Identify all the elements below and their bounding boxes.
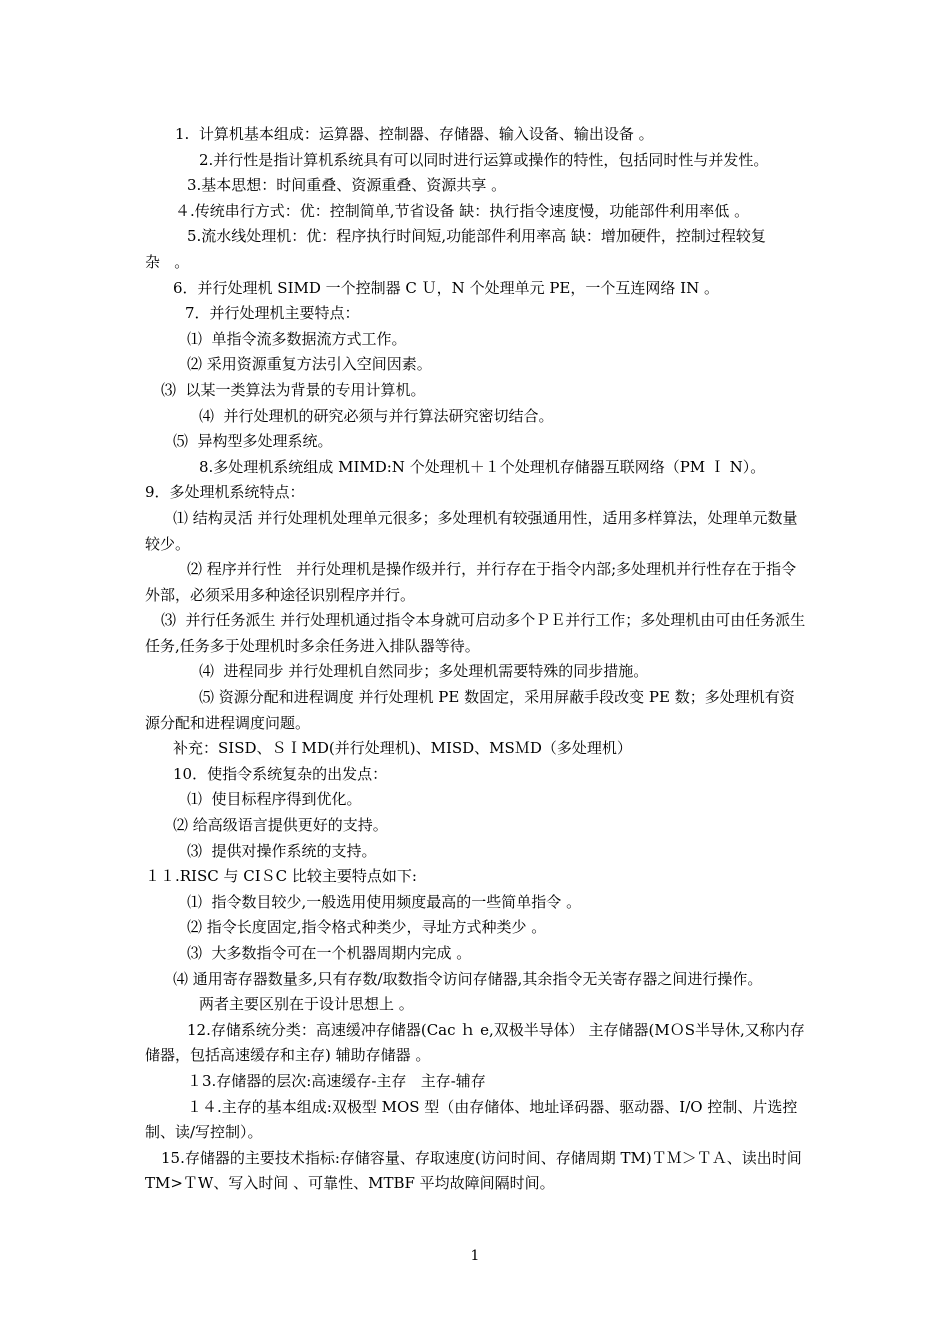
paragraph-27: ⑵ 指令长度固定,指令格式种类少，寻址方式种类少 。 [187,918,547,937]
paragraph-16: ⑵ 程序并行性 并行处理机是操作级并行，并行存在于指令内部;多处理机并行性存在于指令外部，必须采用多种途径识别程序并行。 [145,560,797,604]
page-number: 1 [470,1248,480,1264]
paragraph-17: ⑶ 并行任务派生 并行处理机通过指令本身就可启动多个ＰＥ并行工作；多处理机由可由任务派生任务,任务多于处理机时多余任务进入排队器等待。 [145,611,806,655]
paragraph-23: ⑵ 给高级语言提供更好的支持。 [173,816,388,835]
paragraph-22: ⑴ 使目标程序得到优化。 [187,790,362,809]
paragraph-34: 15.存储器的主要技术指标:存储容量、存取速度(访问时间、存储周期 TM)ＴＭ＞ＴＡ、读出时间 TM>ＴW、写入时间 、可靠性、MTBF 平均故障间隔时间。 [145,1148,802,1193]
paragraph-31: 12.存储系统分类：高速缓冲存储器(Cac ｈ e,双极半导体） 主存储器(MＯS半导休,又称内存储器，包括高速缓存和主存) 辅助存储器 。 [145,1020,805,1065]
paragraph-30: 两者主要区别在于设计思想上 。 [199,995,414,1014]
paragraph-19: ⑸ 资源分配和进程调度 并行处理机 PE 数固定，采用屏蔽手段改变 PE 数；多处理机有资源分配和进程调度问题。 [145,688,795,732]
paragraph-25: １１.RISC 与 CIＳC 比较主要特点如下: [145,867,417,886]
paragraph-11: ⑷ 并行处理机的研究必须与并行算法研究密切结合。 [199,406,554,425]
paragraph-29: ⑷ 通用寄存器数量多,只有存数/取数指令访问存储器,其余指令无关寄存器之间进行操作。 [173,969,763,988]
paragraph-24: ⑶ 提供对操作系统的支持。 [187,841,377,860]
paragraph-20: 补充：SISD、ＳＩMD(并行处理机)、MISD、MSＭD（多处理机） [173,739,632,758]
paragraph-15: ⑴ 结构灵活 并行处理机处理单元很多；多处理机有较强通用性，适用多样算法，处理单元数量较少。 [145,508,798,553]
paragraph-18: ⑷ 进程同步 并行处理机自然同步；多处理机需要特殊的同步措施。 [199,662,649,681]
paragraph-4: ４.传统串行方式：优：控制简单,节省设备 缺：执行指令速度慢，功能部件利用率低 。 [175,201,750,220]
paragraph-28: ⑶ 大多数指令可在一个机器周期内完成 。 [187,944,472,962]
paragraph-1: 1. 计算机基本组成：运算器、控制器、存储器、输入设备、输出设备 。 [175,125,654,143]
paragraph-7: 7．并行处理机主要特点： [185,304,360,323]
paragraph-10: ⑶ 以某一类算法为背景的专用计算机。 [161,380,426,399]
paragraph-33: １４.主存的基本组成:双极型 MOS 型（由存储体、地址译码器、驱动器、I/O 控制、片选控制、读/写控制）。 [145,1097,798,1142]
paragraph-26: ⑴ 指令数目较少,一般选用使用频度最高的一些简单指令 。 [187,892,582,911]
paragraph-2: 2.并行性是指计算机系统具有可以同时进行运算或操作的特性，包括同时性与并发性。 [199,150,769,169]
document-body [145,122,807,1197]
paragraph-32: １3.存储器的层次:高速缓存-主存 主存-辅存 [187,1071,486,1090]
paragraph-8: ⑴ 单指令流多数据流方式工作。 [187,329,407,348]
paragraph-14: 9．多处理机系统特点： [145,483,305,502]
paragraph-21: 10．使指令系统复杂的出发点： [173,764,388,783]
paragraph-13: 8.多处理机系统组成 MIMD:N 个处理机＋１个处理机存储器互联网络（PM Ｉ N）。 [199,457,766,476]
paragraph-12: ⑸ 异构型多处理系统。 [173,432,333,451]
paragraph-9: ⑵ 采用资源重复方法引入空间因素。 [187,355,432,374]
paragraph-3: 3.基本思想：时间重叠、资源重叠、资源共享 。 [187,176,507,195]
paragraph-5: 5.流水线处理机：优：程序执行时间短,功能部件利用率高 缺：增加硬件，控制过程较复杂 。 [145,227,766,271]
paragraph-6: 6．并行处理机 SIMD 一个控制器 C Ｕ，N 个处理单元 PE，一个互连网络 IN 。 [173,278,719,297]
